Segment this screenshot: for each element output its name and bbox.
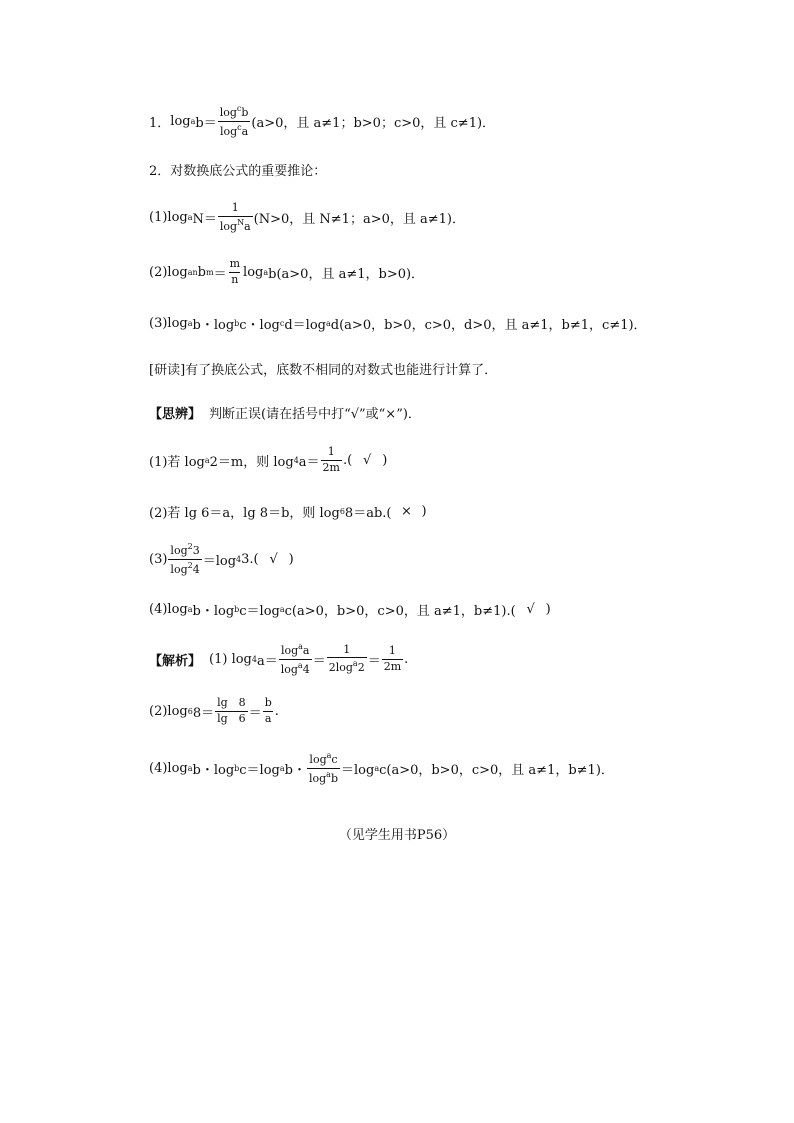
fraction: $\frac{m}{n}$ [229, 257, 241, 286]
fraction: $\frac{\log^cb}{\log^ca}$ [219, 104, 249, 138]
fraction: $\frac{b}{a}$ [264, 696, 272, 725]
corollary-1: (1) log a N＝ $\frac{1}{\log^Na}$ (N>0，且 N≠1；a>0，且 a≠1)． [149, 201, 465, 233]
question-3: (3) $\frac{\log^23}{\log^24}$ ＝log 4 3.( √ ) [149, 542, 294, 576]
solution-4: (4)log a b・log b c＝log a b・ $\frac{\log^ac}{\log^ab}$ ＝log a c(a>0，b>0，c>0，且 a≠1，b≠1)． [149, 751, 614, 785]
answer-mark: √ [269, 551, 278, 567]
fraction: $\frac{\log^23}{\log^24}$ [170, 542, 200, 576]
fraction: $\frac{1}{2\log^a2}$ [328, 642, 365, 675]
fraction: $\frac{\log^aa}{\log^a4}$ [280, 642, 310, 676]
study-note: [研读]有了换底公式，底数不相同的对数式也能进行计算了． [149, 363, 498, 378]
fraction: $\frac{\log^ac}{\log^ab}$ [308, 751, 338, 785]
corollary-3: (3) log a b・log b c・log c d＝log a d(a>0，b>0，c>0，d>0，且 a≠1，b≠1，c≠1)． [149, 316, 647, 333]
fraction: $\frac{1}{\log^Na}$ [219, 201, 251, 233]
page-reference: （见学生用书P56） [338, 828, 456, 843]
answer-mark: × [401, 504, 412, 519]
fraction: $\frac{1}{2m}$ [383, 644, 402, 673]
fraction: $\frac{1}{2m}$ [322, 445, 340, 474]
section-heading: 2．对数换底公式的重要推论： [149, 164, 327, 179]
question-2: (2)若 lg 6＝a，lg 8＝b，则 log 6 8＝ab.( × ) [149, 504, 427, 521]
fraction: $\frac{\lg 8}{\lg 6}$ [217, 696, 246, 725]
answer-mark: √ [526, 602, 535, 617]
corollary-2: (2) log an b m ＝ $\frac{m}{n}$ log a b(a>0，且 a≠1，b>0)． [149, 257, 425, 286]
answer-mark: √ [363, 452, 372, 468]
question-1: (1)若 log a 2＝m，则 log 4 a＝ $\frac{1}{2m}$ .( √ ) [149, 445, 388, 474]
true-false-heading: 【思辨】 判断正误(请在括号中打“√”或“×”)． [149, 407, 421, 422]
solution-2: (2)log 6 8＝ $\frac{\lg 8}{\lg 6}$ ＝ $\frac{b}{a}$ . [149, 696, 279, 725]
formula-change-of-base: 1． log a b＝ $\frac{\log^cb}{\log^ca}$ (a>0，且 a≠1；b>0；c>0，且 c≠1)． [149, 104, 496, 138]
question-4: (4)log a b・log b c＝log a c(a>0，b>0，c>0，且 a≠1，b≠1).( √ ) [149, 602, 551, 619]
solution-1: 【解析】 (1) log 4 a＝ $\frac{\log^aa}{\log^a4}$ ＝ $\frac{1}{2\log^a2}$ ＝ $\frac{1}{2m}$ . [149, 642, 409, 676]
